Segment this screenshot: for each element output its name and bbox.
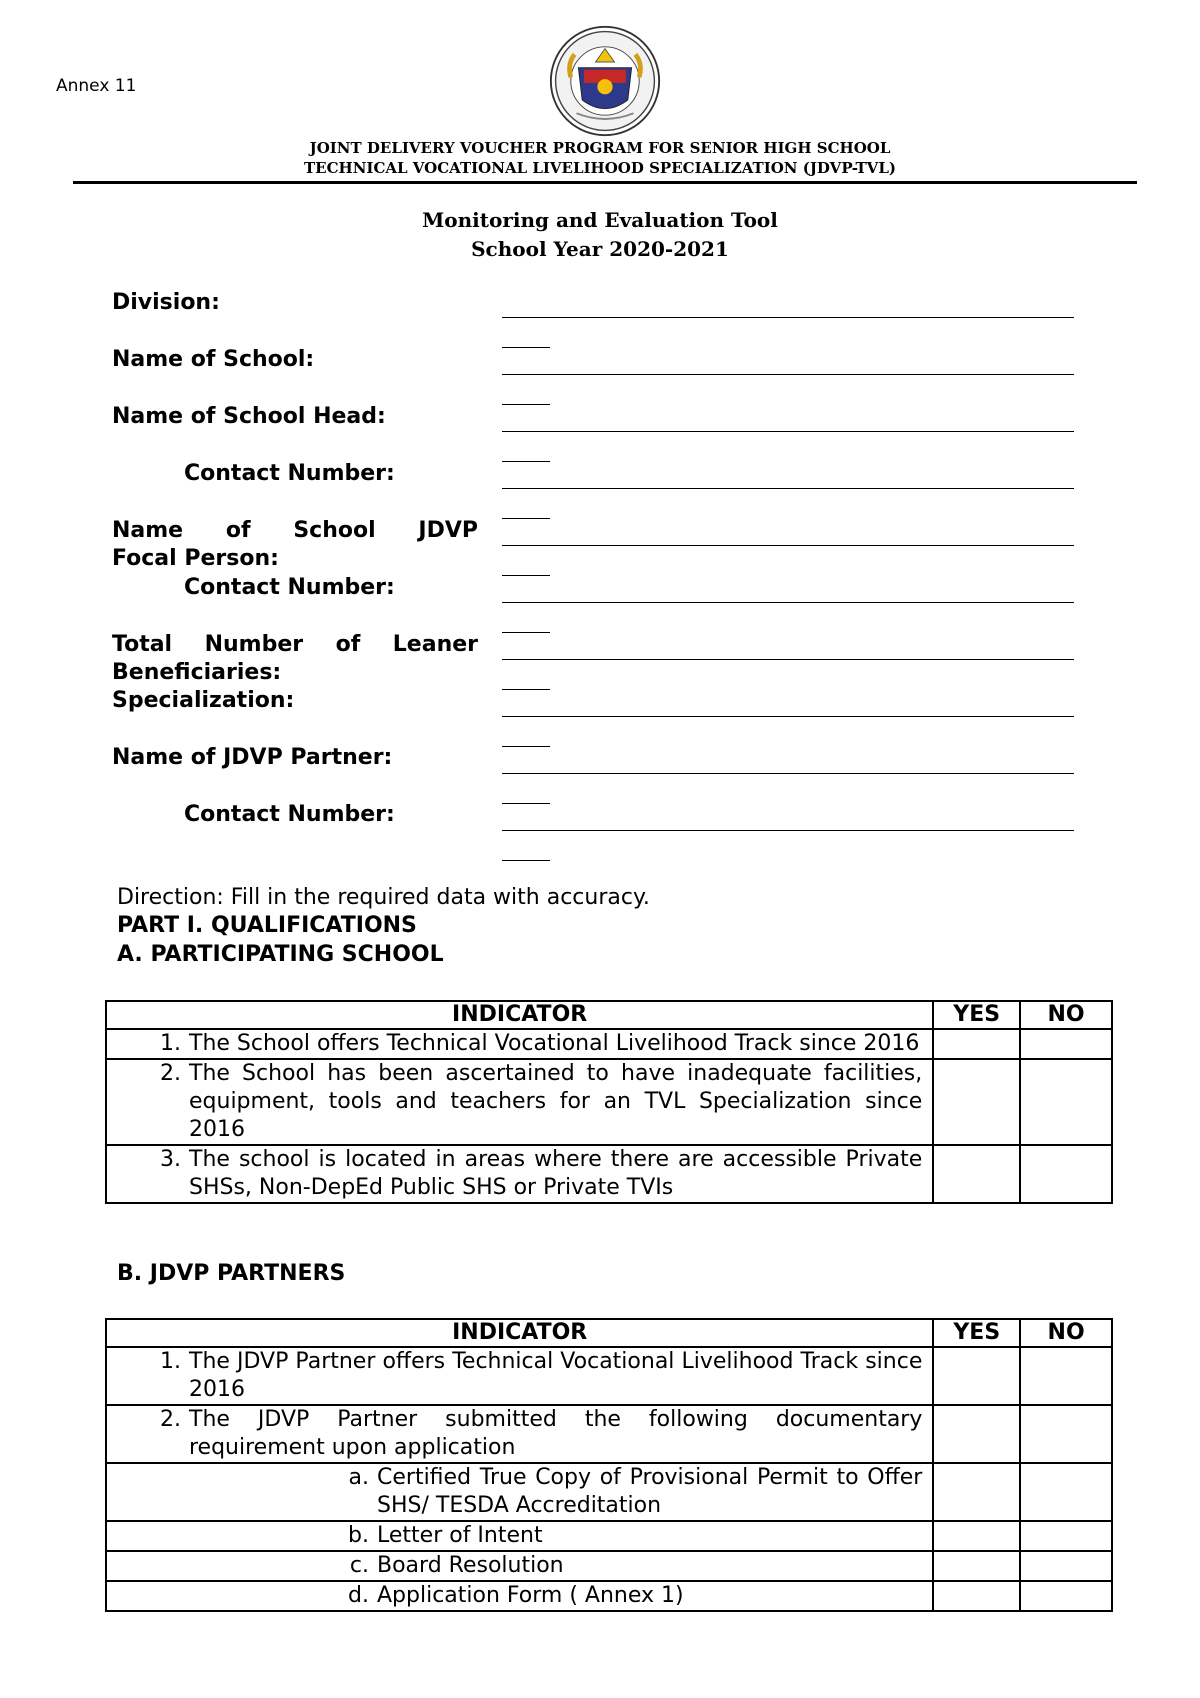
division-field[interactable] <box>502 317 1074 318</box>
indicator-number: 2. <box>160 1061 181 1086</box>
table-row <box>106 1581 1112 1611</box>
section-a-heading: A. PARTICIPATING SCHOOL <box>117 942 444 967</box>
field-line-stub <box>502 347 550 348</box>
document-title: Monitoring and Evaluation Tool <box>422 208 778 232</box>
no-cell[interactable] <box>1020 1581 1112 1611</box>
indicator-text: Letter of Intent <box>377 1523 543 1548</box>
field-line-stub <box>502 689 550 690</box>
partner-label: Name of JDVP Partner: <box>112 745 393 770</box>
no-cell[interactable] <box>1020 1463 1112 1521</box>
yes-cell[interactable] <box>933 1521 1020 1551</box>
indicator-header: INDICATOR <box>106 1001 933 1029</box>
partner-contact-label: Contact Number: <box>184 802 395 827</box>
yes-cell[interactable] <box>933 1463 1020 1521</box>
field-line-stub <box>502 632 550 633</box>
head-contact-field[interactable] <box>502 488 1074 489</box>
indicator-number: 3. <box>160 1147 181 1172</box>
yes-cell[interactable] <box>933 1347 1020 1405</box>
indicator-number: 2. <box>160 1407 181 1432</box>
no-cell[interactable] <box>1020 1347 1112 1405</box>
learners-label-line2: Beneficiaries: <box>112 660 282 685</box>
annex-label: Annex 11 <box>56 76 137 96</box>
indicator-text: Board Resolution <box>377 1553 564 1578</box>
indicator-number: 1. <box>160 1349 181 1374</box>
yes-cell[interactable] <box>933 1145 1020 1203</box>
school-name-field[interactable] <box>502 374 1074 375</box>
focal-person-field[interactable] <box>502 545 1074 546</box>
focal-person-label-line2: Focal Person: <box>112 546 279 571</box>
learners-field[interactable] <box>502 659 1074 660</box>
focal-contact-field[interactable] <box>502 602 1074 603</box>
indicator-letter: a. <box>348 1465 369 1490</box>
focal-contact-label: Contact Number: <box>184 575 395 600</box>
indicator-letter: d. <box>348 1583 369 1608</box>
school-head-field[interactable] <box>502 431 1074 432</box>
indicator-text: The JDVP Partner offers Technical Vocational Livelihood Track since 2016 <box>189 1349 923 1402</box>
yes-cell[interactable] <box>933 1581 1020 1611</box>
indicator-letter: b. <box>348 1523 369 1548</box>
yes-cell[interactable] <box>933 1551 1020 1581</box>
field-line-stub <box>502 746 550 747</box>
indicator-text: The JDVP Partner submitted the following documentary requirement upon application <box>189 1407 923 1460</box>
participating-school-table <box>105 1000 1113 1204</box>
table-row <box>106 1059 1112 1145</box>
field-line-stub <box>502 860 550 861</box>
program-title-line1: JOINT DELIVERY VOUCHER PROGRAM FOR SENIOR HIGH SCHOOL <box>309 139 891 157</box>
table-row <box>106 1521 1112 1551</box>
school-year: School Year 2020-2021 <box>471 237 729 261</box>
no-header: NO <box>1020 1319 1112 1347</box>
no-cell[interactable] <box>1020 1521 1112 1551</box>
program-title-line2: TECHNICAL VOCATIONAL LIVELIHOOD SPECIALIZATION (JDVP-TVL) <box>304 159 896 177</box>
yes-cell[interactable] <box>933 1059 1020 1145</box>
no-cell[interactable] <box>1020 1145 1112 1203</box>
indicator-text: Certified True Copy of Provisional Permit to Offer SHS/ TESDA Accreditation <box>377 1465 923 1518</box>
indicator-letter: c. <box>349 1553 369 1578</box>
table-row <box>106 1463 1112 1521</box>
direction-text: Direction: Fill in the required data with accuracy. <box>117 885 650 910</box>
indicator-text: Application Form ( Annex 1) <box>377 1583 684 1608</box>
header-rule <box>73 181 1137 184</box>
learners-label-line1: Total Number of Leaner <box>112 632 478 657</box>
table-row <box>106 1551 1112 1581</box>
table-row <box>106 1347 1112 1405</box>
yes-header: YES <box>933 1001 1020 1029</box>
no-cell[interactable] <box>1020 1059 1112 1145</box>
deped-seal-icon <box>548 24 662 138</box>
table-header-row <box>106 1001 1112 1029</box>
field-line-stub <box>502 404 550 405</box>
table-row <box>106 1029 1112 1059</box>
section-b-heading: B. JDVP PARTNERS <box>117 1261 346 1286</box>
indicator-header: INDICATOR <box>106 1319 933 1347</box>
indicator-text: The school is located in areas where there are accessible Private SHSs, Non-DepEd Public SHS or Private TVIs <box>189 1147 923 1200</box>
field-line-stub <box>502 575 550 576</box>
no-cell[interactable] <box>1020 1405 1112 1463</box>
jdvp-partners-table <box>105 1318 1113 1612</box>
indicator-text: The School has been ascertained to have inadequate facilities, equipment, tools and teachers for an TVL Specialization since 2016 <box>189 1061 923 1142</box>
no-header: NO <box>1020 1001 1112 1029</box>
school-name-label: Name of School: <box>112 347 315 372</box>
indicator-text: The School offers Technical Vocational Livelihood Track since 2016 <box>189 1031 920 1056</box>
field-line-stub <box>502 518 550 519</box>
no-cell[interactable] <box>1020 1029 1112 1059</box>
table-header-row <box>106 1319 1112 1347</box>
yes-header: YES <box>933 1319 1020 1347</box>
specialization-field[interactable] <box>502 716 1074 717</box>
part-heading: PART I. QUALIFICATIONS <box>117 913 417 938</box>
partner-contact-field[interactable] <box>502 830 1074 831</box>
indicator-number: 1. <box>160 1031 181 1056</box>
table-row <box>106 1405 1112 1463</box>
focal-person-label-line1: Name of School JDVP <box>112 518 478 543</box>
head-contact-label: Contact Number: <box>184 461 395 486</box>
table-row <box>106 1145 1112 1203</box>
yes-cell[interactable] <box>933 1029 1020 1059</box>
field-line-stub <box>502 461 550 462</box>
yes-cell[interactable] <box>933 1405 1020 1463</box>
division-label: Division: <box>112 290 220 315</box>
no-cell[interactable] <box>1020 1551 1112 1581</box>
school-head-label: Name of School Head: <box>112 404 386 429</box>
field-line-stub <box>502 803 550 804</box>
specialization-label: Specialization: <box>112 688 295 713</box>
partner-field[interactable] <box>502 773 1074 774</box>
